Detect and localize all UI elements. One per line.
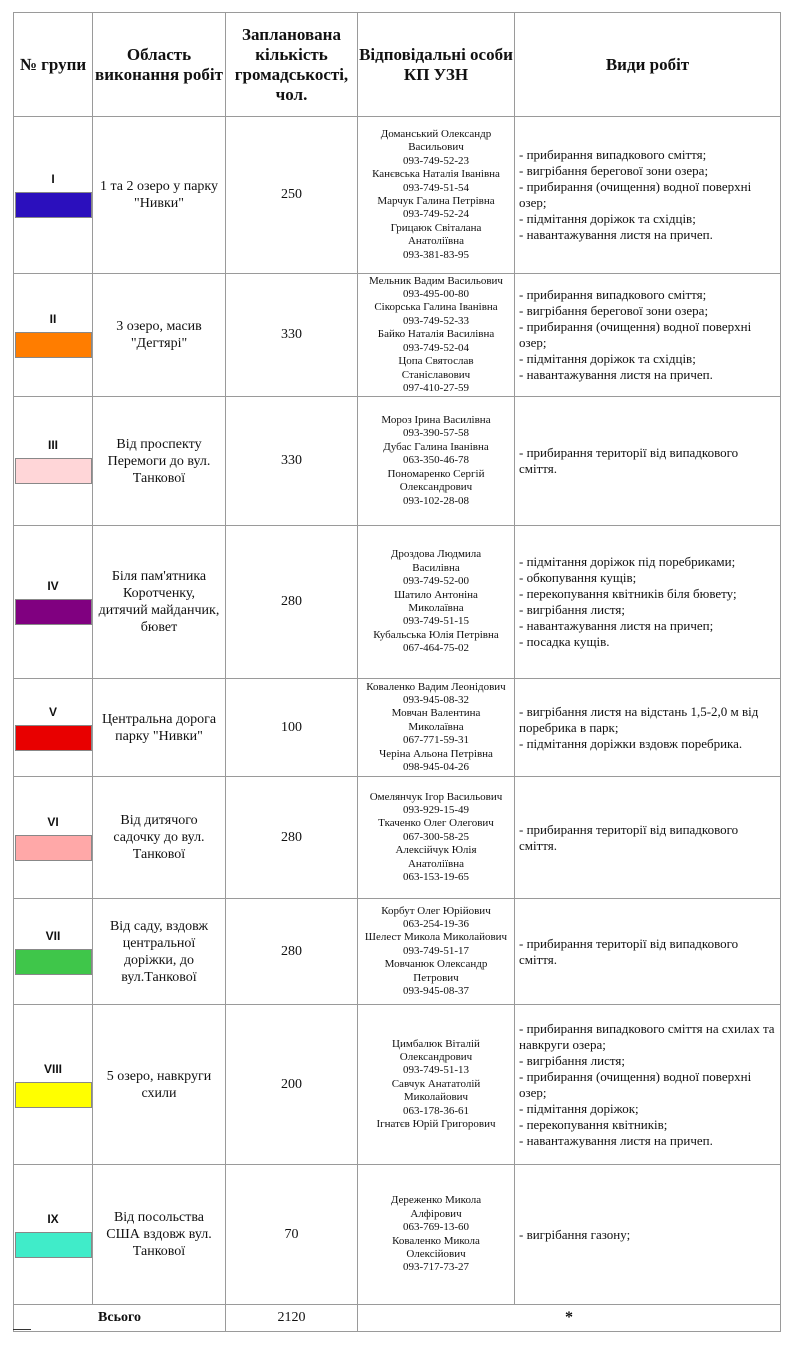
total-label: Всього xyxy=(14,1305,226,1332)
work-item: - підмітання доріжки вздовж поребрика. xyxy=(519,735,743,751)
responsible-cell xyxy=(358,397,515,526)
responsible-line: Марчук Галина Петрівна xyxy=(377,195,495,207)
group-number: VIII xyxy=(43,1061,62,1076)
responsible-line: Миколайович xyxy=(403,1091,469,1104)
table-body xyxy=(14,117,781,1305)
area-cell: Центральна дорога парку "Нивки" xyxy=(93,679,226,777)
works-cell xyxy=(515,777,781,899)
responsible-line: Олексійович xyxy=(406,1247,466,1260)
planned-count-cell: 280 xyxy=(226,526,358,679)
responsible-line: Миколаївна xyxy=(408,720,464,733)
group-number: III xyxy=(47,438,58,452)
work-item: - прибирання випадкового сміття; xyxy=(519,287,707,302)
responsible-line: Канєвська Наталія Іванівна xyxy=(372,168,500,181)
work-item: - посадка кущів. xyxy=(519,634,610,649)
total-mark: * xyxy=(358,1305,781,1332)
work-item: - підмітання доріжок під поребриками; xyxy=(519,554,736,569)
work-item: - прибирання (очищення) водної поверхні озер; xyxy=(519,179,752,210)
work-item: - прибирання території від випадкового сміття. xyxy=(519,445,739,476)
area-cell: Біля пам'ятника Коротченку, дитячий майданчик, бювет xyxy=(93,526,226,679)
responsible-line: 093-390-57-58 xyxy=(403,427,469,440)
responsible-line: 063-350-46-78 xyxy=(403,454,469,467)
planned-count-cell: 70 xyxy=(226,1165,358,1305)
work-item: - вигрібання листя; xyxy=(519,1052,625,1068)
responsible-line: 093-945-08-37 xyxy=(403,985,469,998)
group-number: I xyxy=(51,172,55,186)
work-item: - обкопування кущів; xyxy=(519,570,637,585)
responsible-line: 097-410-27-59 xyxy=(403,381,469,394)
responsible-cell xyxy=(358,1165,515,1305)
work-item: - навантажування листя на причеп. xyxy=(519,1132,713,1148)
area-cell: Від саду, вздовж центральної доріжки, до вул.Танкової xyxy=(93,899,226,1005)
group-color-swatch xyxy=(15,1232,92,1258)
work-item: - перекопування квітників; xyxy=(519,1116,668,1132)
responsible-cell xyxy=(358,777,515,899)
table-row xyxy=(14,397,781,526)
work-item: - прибирання випадкового сміття на схилах та навкруги озера; xyxy=(519,1020,775,1052)
responsible-cell xyxy=(358,1005,515,1165)
responsible-line: Васильович xyxy=(408,141,464,154)
work-item: - прибирання (очищення) водної поверхні озер; xyxy=(519,319,752,350)
area-cell: 3 озеро, масив "Дегтярі" xyxy=(93,274,226,397)
work-item: - підмітання доріжок; xyxy=(519,1100,639,1116)
responsible-cell xyxy=(358,679,515,777)
responsible-line: Олександрович xyxy=(399,481,473,494)
responsible-line: 093-749-52-23 xyxy=(403,154,469,167)
group-color-swatch xyxy=(15,725,92,751)
responsible-line: 093-749-51-15 xyxy=(403,615,469,628)
responsible-line: Коваленко Вадим Леонідович xyxy=(366,680,506,693)
responsible-line: Алфірович xyxy=(410,1207,462,1220)
work-item: - прибирання випадкового сміття; xyxy=(519,147,707,162)
group-cell xyxy=(14,397,93,526)
responsible-line: Олександрович xyxy=(399,1050,473,1063)
responsible-line: Дереженко Микола xyxy=(390,1194,482,1207)
group-cell xyxy=(14,117,93,274)
responsible-cell xyxy=(358,526,515,679)
works-cell xyxy=(515,899,781,1005)
group-color-swatch xyxy=(15,835,92,861)
area-cell: Від посольства США вздовж вул. Танкової xyxy=(93,1165,226,1305)
responsible-line: 063-254-19-36 xyxy=(403,917,469,930)
table-header-row xyxy=(14,13,781,117)
table-row xyxy=(14,1165,781,1305)
header-responsible: Відповідальні особи КП УЗН xyxy=(358,13,515,117)
responsible-line: 067-300-58-25 xyxy=(403,830,469,843)
responsible-line: Корбут Олег Юрійович xyxy=(381,904,491,917)
header-area: Область виконання робіт xyxy=(93,13,226,117)
group-color-swatch xyxy=(15,192,92,218)
responsible-line: 093-945-08-32 xyxy=(403,693,469,706)
responsible-line: Шелест Микола Миколайович xyxy=(364,931,508,944)
area-cell: 1 та 2 озеро у парку "Нивки" xyxy=(93,117,226,274)
works-cell xyxy=(515,117,781,274)
responsible-line: Савчук Анататолій xyxy=(391,1077,481,1090)
responsible-line: 093-749-51-17 xyxy=(403,944,469,957)
planned-count-cell: 330 xyxy=(226,274,358,397)
corner-mark xyxy=(13,1329,31,1330)
group-color-swatch xyxy=(15,458,92,484)
table-row xyxy=(14,679,781,777)
responsible-line: Дубас Галина Іванівна xyxy=(383,440,489,453)
responsible-line: 093-929-15-49 xyxy=(403,803,469,816)
responsible-line: Анатоліївна xyxy=(407,235,464,248)
work-item: - навантажування листя на причеп; xyxy=(519,618,714,633)
planned-count-cell: 100 xyxy=(226,679,358,777)
planned-count-cell: 250 xyxy=(226,117,358,274)
responsible-line: Анатоліївна xyxy=(407,857,464,870)
works-cell xyxy=(515,526,781,679)
responsible-line: Мовчанюк Олександр xyxy=(384,958,488,971)
group-cell xyxy=(14,1005,93,1165)
work-item: - навантажування листя на причеп. xyxy=(519,367,713,382)
works-cell xyxy=(515,1005,781,1165)
work-item: - підмітання доріжок та східців; xyxy=(519,351,696,366)
responsible-line: Мельник Вадим Васильович xyxy=(369,274,503,287)
work-item: - вигрібання листя на відстань 1,5-2,0 м від поребрика в парк; xyxy=(519,703,759,735)
table-row xyxy=(14,117,781,274)
works-cell xyxy=(515,679,781,777)
area-cell: Від проспекту Перемоги до вул. Танкової xyxy=(93,397,226,526)
work-groups-table xyxy=(13,12,781,1332)
responsible-line: 093-749-51-13 xyxy=(403,1064,469,1077)
work-item: - вигрібання берегової зони озера; xyxy=(519,303,709,318)
planned-count-cell: 200 xyxy=(226,1005,358,1165)
responsible-line: Пономаренко Сергій xyxy=(387,467,485,480)
table-row xyxy=(14,526,781,679)
responsible-line: Грицаюк Світалана xyxy=(390,221,482,234)
planned-count-cell: 280 xyxy=(226,899,358,1005)
responsible-line: Кубальська Юлія Петрівна xyxy=(373,628,499,641)
work-item: - вигрібання листя; xyxy=(519,602,625,617)
total-count: 2120 xyxy=(226,1305,358,1332)
responsible-line: 098-945-04-26 xyxy=(403,761,469,774)
works-cell xyxy=(515,1165,781,1305)
group-cell xyxy=(14,526,93,679)
responsible-line: Коваленко Микола xyxy=(392,1234,480,1247)
planned-count-cell: 330 xyxy=(226,397,358,526)
responsible-line: Миколаївна xyxy=(408,602,464,614)
responsible-line: Омелянчук Ігор Васильович xyxy=(369,790,503,803)
responsible-line: 093-749-52-33 xyxy=(403,314,469,327)
group-number: IX xyxy=(47,1211,59,1226)
responsible-cell xyxy=(358,274,515,397)
work-item: - вигрібання берегової зони озера; xyxy=(519,163,709,178)
responsible-line: 093-717-73-27 xyxy=(403,1261,469,1274)
group-number: VII xyxy=(45,928,61,943)
responsible-line: Мороз Ірина Василівна xyxy=(381,414,491,427)
group-number: IV xyxy=(47,579,59,593)
area-cell: Від дитячого садочку до вул. Танкової xyxy=(93,777,226,899)
responsible-line: 093-381-83-95 xyxy=(403,248,469,261)
group-number: II xyxy=(49,312,57,326)
responsible-line: Ткаченко Олег Олегович xyxy=(378,817,494,830)
responsible-line: 093-749-52-04 xyxy=(403,341,469,354)
responsible-line: Дроздова Людмила xyxy=(390,548,482,561)
header-works: Види робіт xyxy=(515,13,781,117)
responsible-line: Петрович xyxy=(413,971,459,984)
table-row xyxy=(14,899,781,1005)
works-cell xyxy=(515,274,781,397)
header-planned: Запланована кількість громадськості, чол. xyxy=(226,13,358,117)
responsible-line: 093-102-28-08 xyxy=(403,494,469,507)
responsible-cell xyxy=(358,117,515,274)
planned-count-cell: 280 xyxy=(226,777,358,899)
group-color-swatch xyxy=(15,599,92,625)
responsible-line: Алексійчук Юлія xyxy=(395,844,477,857)
works-cell xyxy=(515,397,781,526)
responsible-line: 063-178-36-61 xyxy=(403,1104,469,1117)
responsible-line: 063-769-13-60 xyxy=(403,1221,469,1234)
area-cell: 5 озеро, навкруги схили xyxy=(93,1005,226,1165)
responsible-line: Станіславович xyxy=(401,368,471,381)
responsible-line: 093-749-52-24 xyxy=(403,208,469,221)
work-item: - прибирання (очищення) водної поверхні озер; xyxy=(519,1068,752,1100)
responsible-line: 063-153-19-65 xyxy=(403,871,469,884)
group-color-swatch xyxy=(15,1082,92,1108)
group-cell xyxy=(14,679,93,777)
responsible-line: 067-771-59-31 xyxy=(403,734,469,747)
responsible-line: Байко Наталія Василівна xyxy=(377,328,495,341)
responsible-cell xyxy=(358,899,515,1005)
responsible-line: Доманський Олександр xyxy=(380,127,492,140)
group-cell xyxy=(14,777,93,899)
responsible-line: Цопа Святослав xyxy=(398,355,474,368)
responsible-line: Сікорська Галина Іванівна xyxy=(374,301,498,314)
header-group: № групи xyxy=(14,13,93,117)
group-number: V xyxy=(48,704,57,719)
responsible-line: Мовчан Валентина xyxy=(391,707,481,720)
table-row xyxy=(14,274,781,397)
responsible-line: Цимбалюк Віталій xyxy=(392,1037,480,1050)
responsible-line: 093-495-00-80 xyxy=(403,288,469,301)
responsible-line: 093-749-51-54 xyxy=(403,181,469,194)
responsible-line: Черіна Альона Петрівна xyxy=(379,747,493,760)
work-item: - вигрібання газону; xyxy=(519,1226,631,1242)
table-row xyxy=(14,1005,781,1165)
group-cell xyxy=(14,899,93,1005)
work-item: - прибирання території від випадкового сміття. xyxy=(519,821,739,853)
table-row xyxy=(14,777,781,899)
responsible-line: Шатило Антоніна xyxy=(394,588,478,601)
responsible-line: Ігнатєв Юрій Григорович xyxy=(376,1118,496,1131)
work-item: - перекопування квітників біля бювету; xyxy=(519,586,737,601)
work-item: - підмітання доріжок та східців; xyxy=(519,211,696,226)
responsible-line: Василівна xyxy=(412,561,460,574)
work-item: - прибирання території від випадкового сміття. xyxy=(519,935,739,967)
responsible-line: 067-464-75-02 xyxy=(403,642,469,655)
work-item: - навантажування листя на причеп. xyxy=(519,227,713,242)
group-color-swatch xyxy=(15,332,92,358)
group-number: VI xyxy=(47,814,59,829)
group-color-swatch xyxy=(15,949,92,975)
group-cell xyxy=(14,274,93,397)
total-row xyxy=(14,1305,781,1332)
responsible-line: 093-749-52-00 xyxy=(403,575,469,588)
group-cell xyxy=(14,1165,93,1305)
